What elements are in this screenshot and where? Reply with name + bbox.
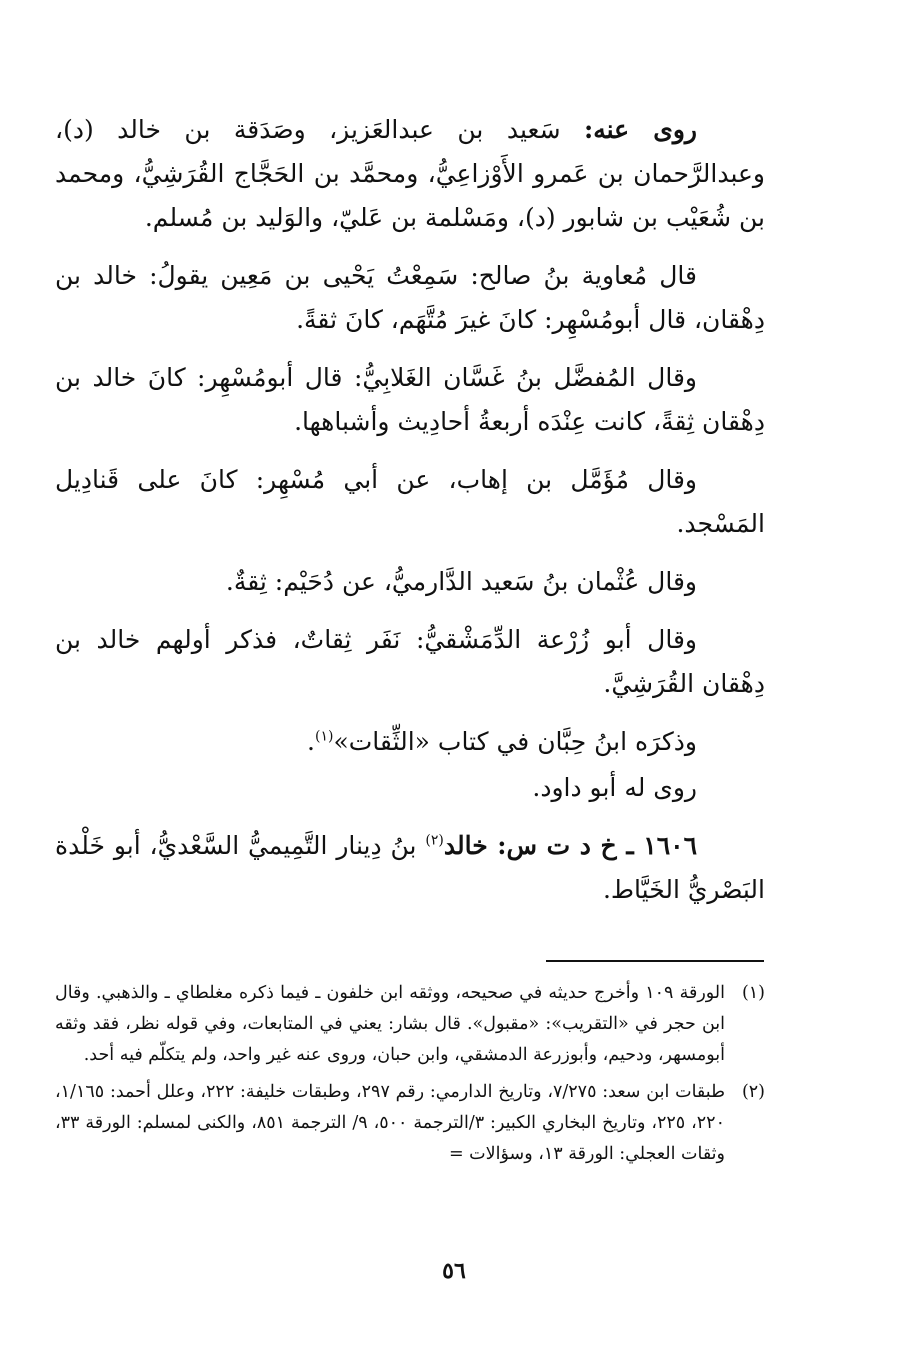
footnote-ref-2[interactable]: (٢)	[425, 832, 444, 849]
ibn-hibban-text: وذكرَه ابنُ حِبَّان في كتاب «الثِّقات»	[333, 727, 697, 756]
narrators-label: روى عنه:	[583, 115, 698, 144]
narrators-list: سَعيد بن عبدالعَزيز، وصَدَقة بن خالد (د)، وعبدالرَّحمان بن عَمرو الأَوْزاعِيُّ، ومحمَّد بن الحَجَّاج القُرَشِيُّ، ومحمد بن شُعَيْب بن شابور (د)، ومَسْلمة بن عَليّ، والوَليد بن مُسلم.	[55, 115, 765, 232]
entry-prefix: ١٦٠٦ ـ خ د ت س: خالد	[443, 831, 697, 860]
quote-uthman: وقال عُثْمان بنُ سَعيد الدَّارميُّ، عن دُحَيْم: ثِقةٌ.	[225, 567, 697, 596]
footnotes	[55, 978, 765, 1176]
quote-muammal: وقال مُؤَمَّل بن إهاب، عن أبي مُسْهِر: كانَ على قَنادِيل المَسْجد.	[55, 465, 765, 538]
footnote-separator	[546, 960, 764, 962]
footnote-number: (١)	[741, 983, 765, 1003]
footnote-text: طبقات ابن سعد: ٧/٢٧٥، وتاريخ الدارمي: رقم ٢٩٧، وطبقات خليفة: ٢٢٢، وعلل أحمد: ١/١٦٥، ٢٢٠، ٢٢٥، وتاريخ البخاري الكبير: ٣/الترجمة ٥٠٠، ٩/ الترجمة ٨٥١، والكنى لمسلم: الورقة ٣٣، وثقات العجلي: الورقة ١٣، وسؤالات =	[55, 1082, 725, 1164]
quote-mufaddal: وقال المُفضَّل بنُ غَسَّان الغَلابِيُّ: قال أبومُسْهِر: كانَ خالد بن دِهْقان ثِقةً، كانت عِنْدَه أربعةُ أحادِيث وأشباهها.	[55, 363, 765, 436]
narrators-paragraph	[55, 108, 765, 240]
ibn-hibban-mention	[55, 720, 765, 764]
narrated-by-line: روى له أبو داود.	[532, 773, 697, 802]
footnote-ref-1[interactable]: (١)	[315, 728, 334, 745]
page-number: ٥٦	[442, 1258, 466, 1284]
footnote-text: الورقة ١٠٩ وأخرج حديثه في صحيحه، ووثقه ابن خلفون ـ فيما ذكره مغلطاي ـ والذهبي. وقال ابن حجر في «التقريب»: «مقبول». قال بشار: يعني في المتابعات، وفي قوله نظر، فقد وثقه أبومسهر، ودحيم، وأبوزرعة الدمشقي، وابن حبان، وروى عنه غير واحد، ولم يتكلّم فيه أحد.	[55, 983, 726, 1065]
footnote-2	[55, 1077, 765, 1170]
quote-muawiya: قال مُعاوية بنُ صالح: سَمِعْتُ يَحْيى بن مَعِين يقولُ: خالد بن دِهْقان، قال أبومُسْهِر: كانَ غيرَ مُتَّهَم، كانَ ثقةً.	[55, 261, 765, 334]
ibn-hibban-end: .	[307, 727, 315, 756]
footnote-number: (٢)	[741, 1082, 765, 1102]
main-text	[55, 108, 765, 926]
quote-abu-zura: وقال أبو زُرْعة الدِّمَشْقيُّ: نَفَر ثِقاتٌ، فذكر أولهم خالد بن دِهْقان القُرَشِيَّ.	[55, 625, 765, 698]
footnote-1	[55, 978, 765, 1071]
entry-1606	[55, 824, 765, 912]
entry-text: بنُ دِينار التَّمِيميُّ السَّعْديُّ، أبو خَلْدة البَصْريُّ الخَيَّاط.	[55, 831, 765, 904]
